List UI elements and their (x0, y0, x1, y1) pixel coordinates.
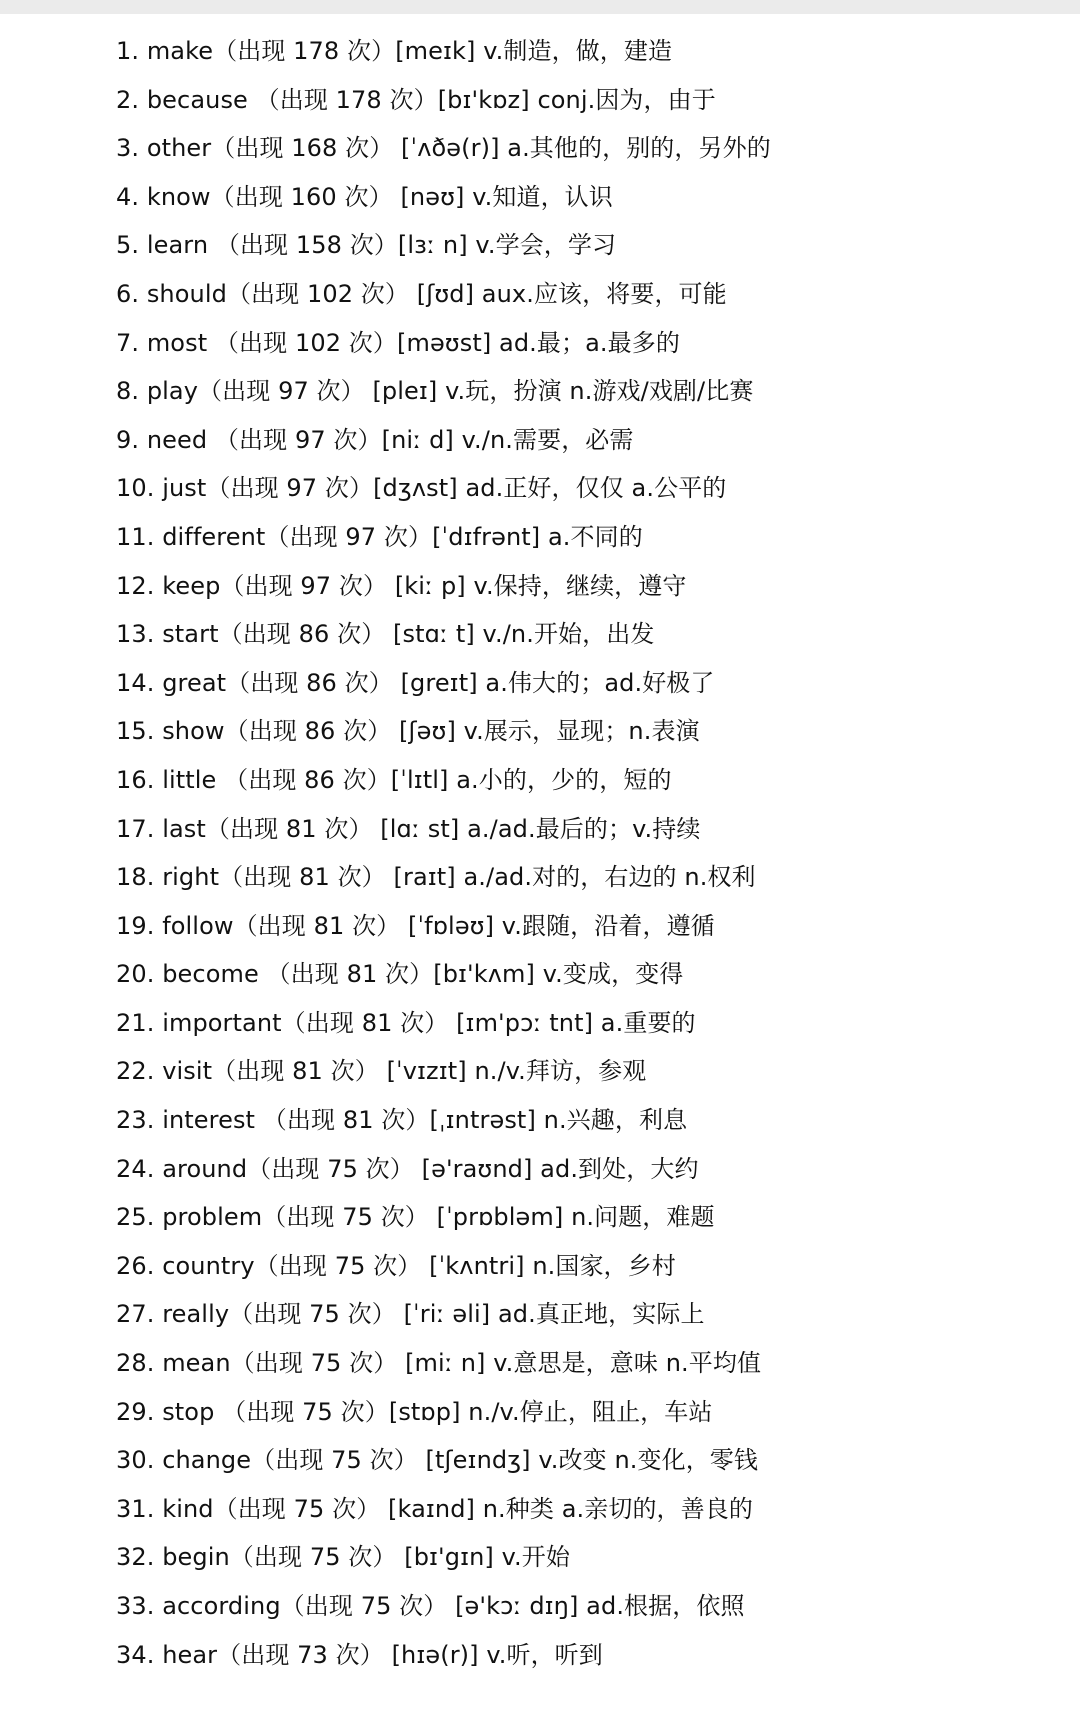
vocab-entry-28: 28. mean（出现 75 次） [miː n] v.意思是，意味 n.平均值 (116, 1349, 762, 1378)
vocab-entry-21: 21. important（出现 81 次） [ɪm'pɔː tnt] a.重要的 (116, 1008, 696, 1037)
vocab-entry-10: 10. just（出现 97 次）[dʒʌst] ad.正好，仅仅 a.公平的 (116, 474, 727, 503)
vocab-entry-6: 6. should（出现 102 次） [ʃʊd] aux.应该，将要，可能 (116, 279, 727, 308)
vocab-entry-34: 34. hear（出现 73 次） [hɪə(r)] v.听，听到 (116, 1640, 603, 1669)
vocab-entry-18: 18. right（出现 81 次） [raɪt] a./ad.对的，右边的 n.权利 (116, 863, 756, 892)
vocab-entry-2: 2. because （出现 178 次）[bɪ'kɒz] conj.因为，由于 (116, 85, 716, 114)
vocab-entry-5: 5. learn （出现 158 次）[lɜː n] v.学会，学习 (116, 231, 617, 260)
vocab-entry-16: 16. little （出现 86 次）[ˈlɪtl] a.小的，少的，短的 (116, 765, 672, 794)
vocab-entry-19: 19. follow（出现 81 次） [ˈfɒləʊ] v.跟随，沿着，遵循 (116, 911, 715, 940)
vocab-entry-14: 14. great（出现 86 次） [greɪt] a.伟大的；ad.好极了 (116, 668, 715, 697)
vocab-entry-13: 13. start（出现 86 次） [stɑː t] v./n.开始，出发 (116, 620, 655, 649)
vocab-entry-17: 17. last（出现 81 次） [lɑː st] a./ad.最后的；v.持续 (116, 814, 701, 843)
vocab-entry-15: 15. show（出现 86 次） [ʃəʊ] v.展示，显现；n.表演 (116, 717, 700, 746)
vocabulary-list (116, 27, 771, 1679)
vocab-entry-27: 27. really（出现 75 次） [ˈriː əli] ad.真正地，实际上 (116, 1300, 705, 1329)
vocab-entry-32: 32. begin（出现 75 次） [bɪ'gɪn] v.开始 (116, 1543, 570, 1572)
vocab-entry-4: 4. know（出现 160 次） [nəʊ] v.知道，认识 (116, 182, 613, 211)
vocab-entry-20: 20. become （出现 81 次）[bɪ'kʌm] v.变成，变得 (116, 960, 684, 989)
vocab-entry-7: 7. most （出现 102 次）[məʊst] ad.最；a.最多的 (116, 328, 680, 357)
vocab-entry-3: 3. other（出现 168 次） [ˈʌðə(r)] a.其他的，别的，另外的 (116, 134, 771, 163)
vocab-entry-31: 31. kind（出现 75 次） [kaɪnd] n.种类 a.亲切的，善良的 (116, 1494, 753, 1523)
vocab-entry-33: 33. according（出现 75 次） [ə'kɔː dɪŋ] ad.根据，依照 (116, 1592, 745, 1620)
vocab-entry-1: 1. make（出现 178 次）[meɪk] v.制造，做，建造 (116, 37, 673, 65)
vocab-entry-25: 25. problem（出现 75 次） [ˈprɒbləm] n.问题，难题 (116, 1203, 715, 1232)
vocab-entry-23: 23. interest （出现 81 次）[ˌɪntrəst] n.兴趣，利息 (116, 1106, 688, 1135)
vocab-entry-11: 11. different（出现 97 次）[ˈdɪfrənt] a.不同的 (116, 522, 643, 551)
vocab-entry-30: 30. change（出现 75 次） [tʃeɪndʒ] v.改变 n.变化，零钱 (116, 1446, 759, 1475)
top-strip (0, 0, 1080, 14)
vocab-entry-8: 8. play（出现 97 次） [pleɪ] v.玩，扮演 n.游戏/戏剧/比赛 (116, 377, 754, 406)
vocab-entry-22: 22. visit（出现 81 次） [ˈvɪzɪt] n./v.拜访，参观 (116, 1057, 647, 1086)
vocab-entry-9: 9. need （出现 97 次）[niː d] v./n.需要，必需 (116, 425, 634, 454)
vocab-entry-29: 29. stop （出现 75 次）[stɒp] n./v.停止，阻止，车站 (116, 1397, 713, 1426)
vocab-entry-24: 24. around（出现 75 次） [ə'raʊnd] ad.到处，大约 (116, 1154, 699, 1183)
vocab-entry-26: 26. country（出现 75 次） [ˈkʌntri] n.国家，乡村 (116, 1251, 676, 1280)
vocab-entry-12: 12. keep（出现 97 次） [kiː p] v.保持，继续，遵守 (116, 571, 687, 600)
